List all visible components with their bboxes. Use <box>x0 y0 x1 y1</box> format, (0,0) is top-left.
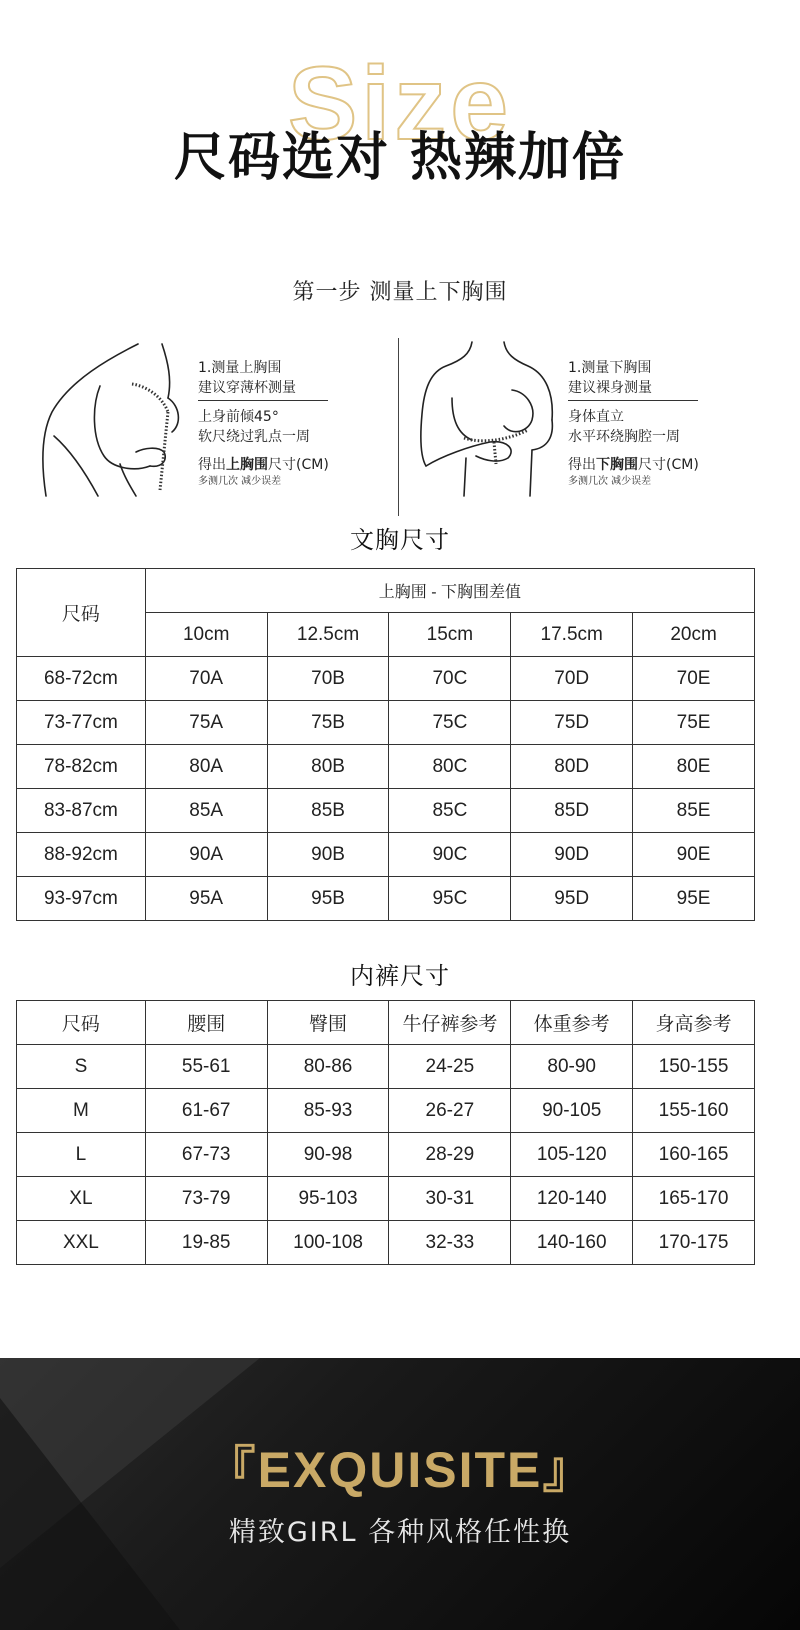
briefs-cell: 95-103 <box>267 1177 389 1221</box>
bra-size-cell: 80D <box>511 745 633 789</box>
bra-diff-col: 10cm <box>145 613 267 657</box>
bra-band-cell: 88-92cm <box>17 833 146 877</box>
briefs-cell: 55-61 <box>145 1045 267 1089</box>
lower-bust-illustration <box>412 340 562 500</box>
briefs-cell: 165-170 <box>633 1177 755 1221</box>
left-result-bold: 上胸围 <box>226 457 268 473</box>
bra-size-cell: 75E <box>633 701 755 745</box>
briefs-cell: L <box>17 1133 146 1177</box>
right-panel-gap <box>568 447 699 455</box>
briefs-cell: 90-98 <box>267 1133 389 1177</box>
table-row <box>17 1221 755 1265</box>
table-row <box>17 1133 755 1177</box>
bra-size-cell: 85C <box>389 789 511 833</box>
table-header-row <box>17 1001 755 1045</box>
bra-size-cell: 70C <box>389 657 511 701</box>
banner-title: 『EXQUISITE』 <box>205 1442 595 1498</box>
left-panel-text <box>198 358 329 488</box>
left-panel-note: 多测几次 减少误差 <box>198 476 282 487</box>
briefs-cell: XL <box>17 1177 146 1221</box>
bra-size-cell: 90E <box>633 833 755 877</box>
bra-size-cell: 75D <box>511 701 633 745</box>
right-panel-text <box>568 358 699 488</box>
table-row <box>17 701 755 745</box>
briefs-cell: 90-105 <box>511 1089 633 1133</box>
briefs-header-cell: 腰围 <box>145 1001 267 1045</box>
briefs-header-cell: 身高参考 <box>633 1001 755 1045</box>
exquisite-banner <box>0 1358 800 1630</box>
right-panel-note: 多测几次 减少误差 <box>568 476 652 487</box>
bra-size-cell: 85D <box>511 789 633 833</box>
bra-size-cell: 90D <box>511 833 633 877</box>
briefs-cell: 100-108 <box>267 1221 389 1265</box>
bra-size-cell: 85E <box>633 789 755 833</box>
bra-size-cell: 80B <box>267 745 389 789</box>
bra-size-cell: 70B <box>267 657 389 701</box>
briefs-cell: 160-165 <box>633 1133 755 1177</box>
table-row <box>17 833 755 877</box>
briefs-cell: 85-93 <box>267 1089 389 1133</box>
briefs-cell: 140-160 <box>511 1221 633 1265</box>
briefs-header-cell: 尺码 <box>17 1001 146 1045</box>
table-row <box>17 877 755 921</box>
bra-size-cell: 75A <box>145 701 267 745</box>
briefs-cell: 24-25 <box>389 1045 511 1089</box>
briefs-cell: 120-140 <box>511 1177 633 1221</box>
left-panel-gap <box>198 447 329 455</box>
bra-size-cell: 90C <box>389 833 511 877</box>
briefs-cell: XXL <box>17 1221 146 1265</box>
briefs-cell: 80-86 <box>267 1045 389 1089</box>
bra-size-cell: 70D <box>511 657 633 701</box>
bra-size-cell: 85B <box>267 789 389 833</box>
briefs-cell: S <box>17 1045 146 1089</box>
panel-divider <box>398 338 399 516</box>
table-row <box>17 1177 755 1221</box>
bra-size-cell: 75B <box>267 701 389 745</box>
bra-size-cell: 85A <box>145 789 267 833</box>
briefs-cell: 19-85 <box>145 1221 267 1265</box>
banner-subtitle: 精致GIRL 各种风格任性换 <box>228 1517 572 1548</box>
briefs-cell: 105-120 <box>511 1133 633 1177</box>
right-panel-line4: 水平环绕胸腔一周 <box>568 429 680 445</box>
briefs-cell: 73-79 <box>145 1177 267 1221</box>
bra-size-cell: 95E <box>633 877 755 921</box>
briefs-cell: 150-155 <box>633 1045 755 1089</box>
step-title: 第一步 测量上下胸围 <box>292 280 508 305</box>
bra-size-cell: 95B <box>267 877 389 921</box>
bra-band-cell: 83-87cm <box>17 789 146 833</box>
briefs-header-cell: 臀围 <box>267 1001 389 1045</box>
bra-size-cell: 90A <box>145 833 267 877</box>
bra-size-cell: 95C <box>389 877 511 921</box>
left-result-suffix: 尺寸(CM) <box>268 457 329 473</box>
bra-size-cell: 80C <box>389 745 511 789</box>
table-row <box>17 1045 755 1089</box>
bra-size-cell: 80A <box>145 745 267 789</box>
briefs-cell: 67-73 <box>145 1133 267 1177</box>
briefs-size-table <box>16 1000 755 1265</box>
left-panel-line2: 建议穿薄杯测量 <box>198 380 296 396</box>
briefs-cell: 28-29 <box>389 1133 511 1177</box>
briefs-cell: 170-175 <box>633 1221 755 1265</box>
right-panel-rule <box>568 400 698 401</box>
upper-bust-illustration <box>40 340 190 500</box>
bra-size-cell: 90B <box>267 833 389 877</box>
bra-size-cell: 70E <box>633 657 755 701</box>
left-panel-line1: 1.测量上胸围 <box>198 360 282 376</box>
bra-size-header: 尺码 <box>17 569 146 657</box>
bra-band-cell: 78-82cm <box>17 745 146 789</box>
right-panel-line1: 1.测量下胸围 <box>568 360 652 376</box>
bra-band-cell: 73-77cm <box>17 701 146 745</box>
hero-title: 尺码选对 热辣加倍 <box>173 128 627 188</box>
bra-band-cell: 68-72cm <box>17 657 146 701</box>
right-result-suffix: 尺寸(CM) <box>638 457 699 473</box>
briefs-header-cell: 体重参考 <box>511 1001 633 1045</box>
right-result-bold: 下胸围 <box>596 457 638 473</box>
right-panel-result <box>568 455 699 475</box>
size-outline-word: Size <box>287 46 513 162</box>
bra-size-table <box>16 568 755 921</box>
table-row <box>17 745 755 789</box>
right-panel-line3: 身体直立 <box>568 409 624 425</box>
briefs-header-cell: 牛仔裤参考 <box>389 1001 511 1045</box>
right-result-prefix: 得出 <box>568 457 596 473</box>
table-row <box>17 1089 755 1133</box>
briefs-cell: M <box>17 1089 146 1133</box>
bra-size-cell: 80E <box>633 745 755 789</box>
left-panel-result <box>198 455 329 475</box>
bra-size-title: 文胸尺寸 <box>350 526 450 554</box>
left-panel-rule <box>198 400 328 401</box>
bra-diff-col: 15cm <box>389 613 511 657</box>
bra-band-cell: 93-97cm <box>17 877 146 921</box>
briefs-cell: 26-27 <box>389 1089 511 1133</box>
briefs-cell: 155-160 <box>633 1089 755 1133</box>
bra-size-cell: 95A <box>145 877 267 921</box>
bra-diff-col: 17.5cm <box>511 613 633 657</box>
table-row <box>17 657 755 701</box>
table-row <box>17 789 755 833</box>
bra-size-cell: 70A <box>145 657 267 701</box>
bra-diff-col: 20cm <box>633 613 755 657</box>
bra-size-cell: 75C <box>389 701 511 745</box>
briefs-cell: 30-31 <box>389 1177 511 1221</box>
right-panel-line2: 建议裸身测量 <box>568 380 652 396</box>
bra-size-cell: 95D <box>511 877 633 921</box>
left-result-prefix: 得出 <box>198 457 226 473</box>
briefs-size-title: 内裤尺寸 <box>350 962 450 990</box>
bra-diff-col: 12.5cm <box>267 613 389 657</box>
bra-diff-header: 上胸围 - 下胸围差值 <box>145 569 754 613</box>
left-panel-line4: 软尺绕过乳点一周 <box>198 429 310 445</box>
left-panel-line3: 上身前倾45° <box>198 409 279 425</box>
briefs-cell: 80-90 <box>511 1045 633 1089</box>
briefs-cell: 32-33 <box>389 1221 511 1265</box>
briefs-cell: 61-67 <box>145 1089 267 1133</box>
